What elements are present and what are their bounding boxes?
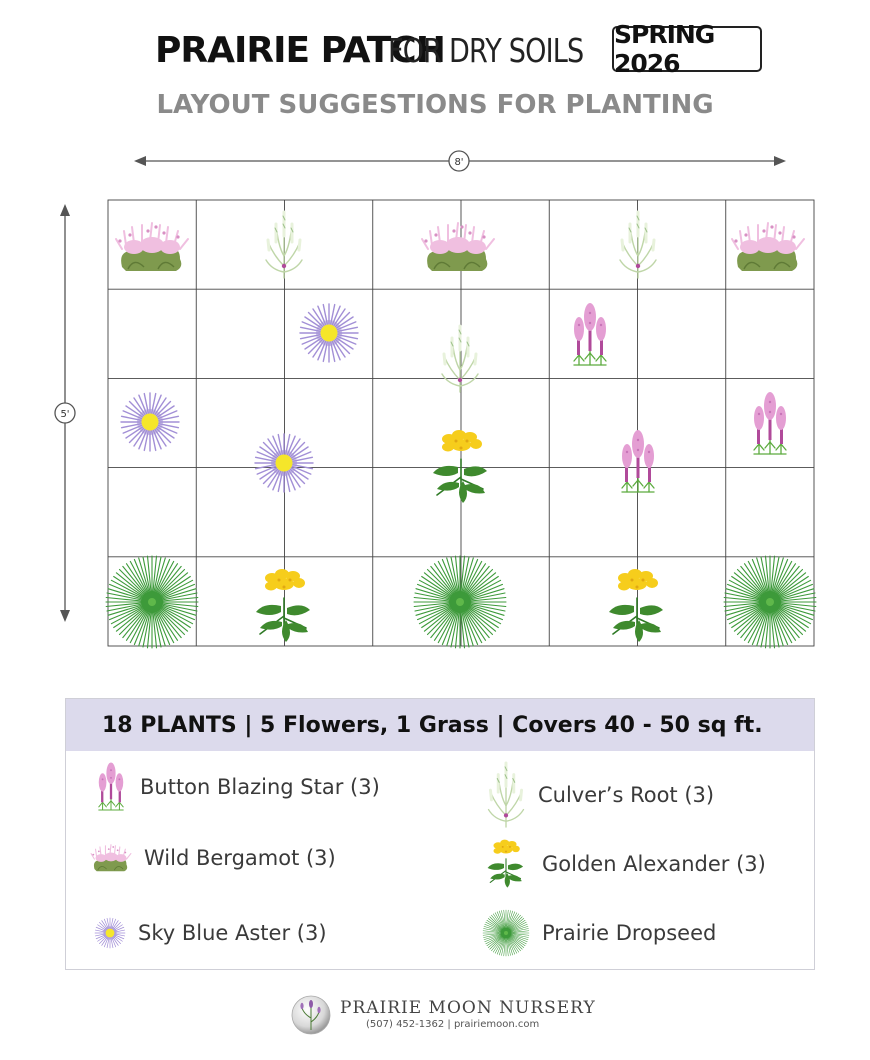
culvers-root-plant [442,326,478,392]
legend-header [66,699,814,751]
legend-item-culvers-root [486,761,714,829]
sky-blue-aster-plant [121,393,179,451]
prairie-dropseed-plant [414,556,506,648]
sky-blue-aster-plant [300,304,358,362]
wild-bergamot-plant [116,223,188,271]
legend-label: Button Blazing Star (3) [140,775,380,799]
legend-label: Sky Blue Aster (3) [138,921,327,945]
width-dimension [134,151,786,171]
page-subtitle: LAYOUT SUGGESTIONS FOR PLANTING [156,90,714,120]
height-label: 5' [60,409,70,420]
nursery-contact: (507) 452-1362 | prairiemoon.com [366,1019,540,1030]
season-text: SPRING 2026 [614,20,715,78]
legend-label: Prairie Dropseed [542,921,717,945]
golden-alexander-plant [433,430,487,503]
golden-alexander-plant [609,569,663,642]
plant-legend [65,698,815,970]
golden-alexander-icon [482,839,530,889]
golden-alexander-plant [256,569,310,642]
legend-item-prairie-dropseed [482,909,716,957]
legend-summary: 18 PLANTS | 5 Flowers, 1 Grass | Covers 40 - 50 sq ft. [102,712,763,738]
wild-bergamot-plant [732,223,804,271]
sky-blue-aster-icon [94,917,126,949]
legend-item-button-blazing-star [94,761,380,813]
wild-bergamot-icon [90,841,132,875]
width-label: 8' [454,157,464,168]
sky-blue-aster-plant [255,434,313,492]
legend-label: Culver’s Root (3) [538,783,715,807]
prairie-dropseed-plant [724,556,816,648]
button-blazing-star-plant [754,392,786,454]
footer [0,994,870,1044]
legend-item-wild-bergamot [90,841,336,875]
nursery-logo-icon [290,994,332,1036]
title-bold: PRAIRIE PATCH [155,30,445,71]
culvers-root-icon [486,761,526,829]
nursery-brand: PRAIRIE MOON NURSERY [340,998,596,1018]
button-blazing-star-plant [574,303,606,365]
culvers-root-plant [620,212,656,278]
legend-label: Golden Alexander (3) [542,852,766,876]
legend-item-golden-alexander [482,839,766,889]
wild-bergamot-plant [422,223,494,271]
height-dimension [55,204,75,622]
prairie-dropseed-plant [106,556,198,648]
prairie-dropseed-icon [482,909,530,957]
title-light: FOR DRY SOILS [388,31,584,70]
button-blazing-star-plant [622,430,654,492]
legend-label: Wild Bergamot (3) [144,846,336,870]
button-blazing-star-icon [94,761,128,813]
legend-item-sky-blue-aster [94,917,327,949]
culvers-root-plant [266,212,302,278]
